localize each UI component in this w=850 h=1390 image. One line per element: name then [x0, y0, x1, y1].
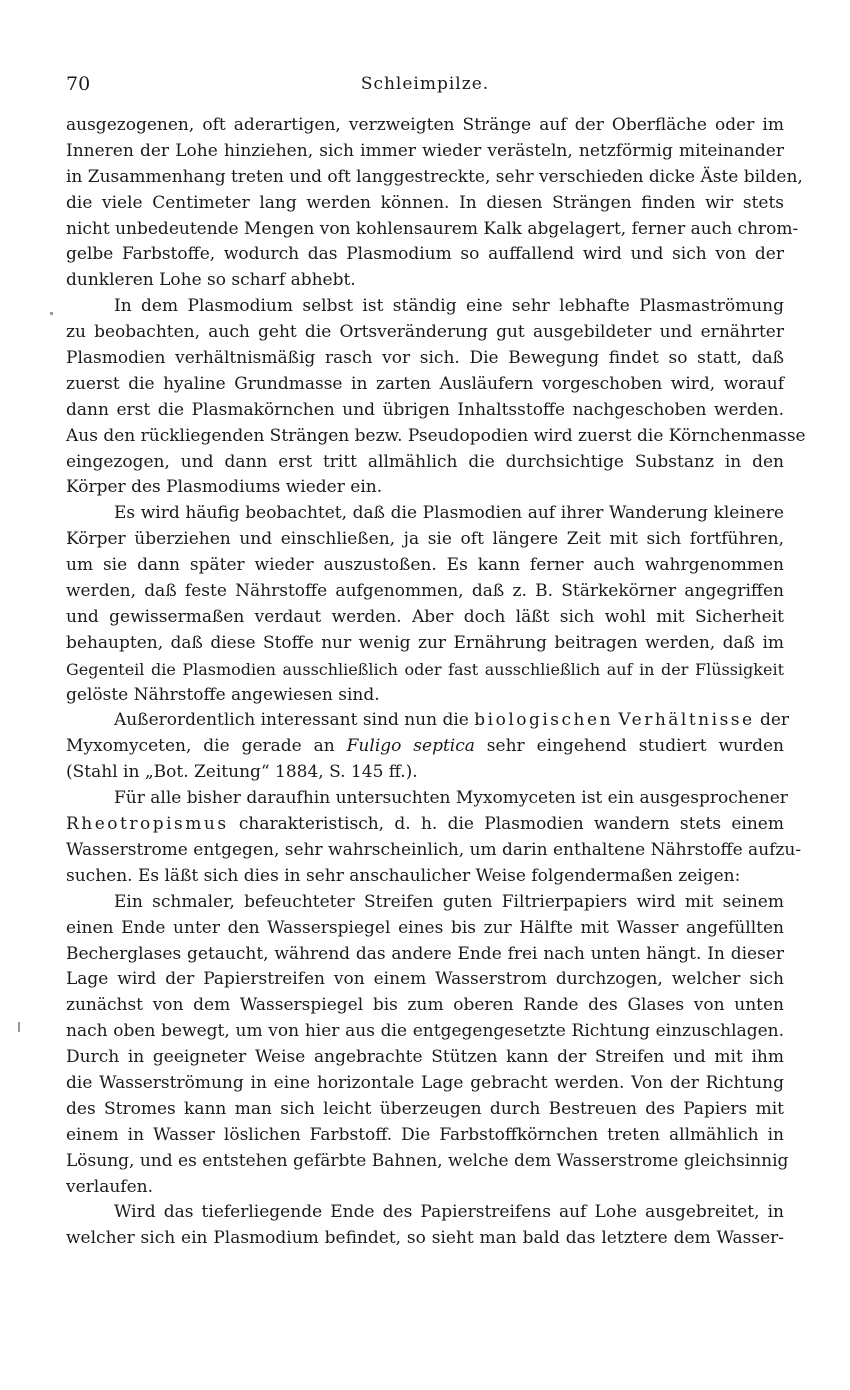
- text-line: dann erst die Plasmakörnchen und übrigen Inhaltsstoffe nachgeschoben werden.: [66, 399, 784, 420]
- paragraph: [66, 501, 784, 708]
- paragraph: [66, 786, 802, 890]
- text-line: Es wird häufig beobachtet, daß die Plasmodien auf ihrer Wanderung kleinere: [114, 503, 784, 524]
- spaced-emphasis: Rheotropismus: [66, 814, 229, 835]
- text-line: Körper überziehen und einschließen, ja sie oft längere Zeit mit sich fortführen,: [66, 529, 784, 550]
- text-line: Außerordentlich interessant sind nun die biologischen Verhältnisse der: [114, 710, 790, 731]
- paragraph: [66, 890, 789, 1201]
- text-line: des Stromes kann man sich leicht überzeugen durch Bestreuen des Papiers mit: [66, 1098, 784, 1119]
- paragraph: [66, 294, 806, 501]
- text-line: ausgezogenen, oft aderartigen, verzweigten Stränge auf der Oberfläche oder im: [66, 115, 784, 135]
- text-line: zunächst von dem Wasserspiegel bis zum oberen Rande des Glases von unten: [66, 995, 784, 1016]
- paragraph: [66, 708, 790, 786]
- text-line: Ein schmaler, befeuchteter Streifen guten Filtrierpapiers wird mit seinem: [114, 891, 784, 912]
- species-name: Fuligo septica: [346, 736, 475, 757]
- text-line: Lage wird der Papierstreifen von einem Wasserstrom durchzogen, welcher sich: [66, 969, 784, 990]
- text-line: gelbe Farbstoffe, wodurch das Plasmodium so auffallend wird und sich von der: [66, 244, 784, 265]
- text-line: (Stahl in „Bot. Zeitung“ 1884, S. 145 ff.).: [66, 762, 418, 783]
- text-line: In dem Plasmodium selbst ist ständig eine sehr lebhafte Plasmaströmung: [114, 296, 784, 317]
- text-line: einem in Wasser löslichen Farbstoff. Die Farbstoffkörnchen treten allmählich in: [66, 1124, 784, 1145]
- text-line: Körper des Plasmodiums wieder ein.: [66, 477, 383, 498]
- text-line: Plasmodien verhältnismäßig rasch vor sich. Die Bewegung findet so statt, daß: [66, 348, 784, 369]
- body-text: [66, 113, 806, 1252]
- page-number: 70: [66, 73, 91, 95]
- paragraph: [66, 113, 803, 294]
- text-line: verlaufen.: [66, 1176, 154, 1197]
- paragraph: [66, 1200, 784, 1252]
- margin-mark: [50, 312, 53, 315]
- text-line: werden, daß feste Nährstoffe aufgenommen, daß z. B. Stärkekörner angegriffen: [66, 581, 784, 602]
- text-line: um sie dann später wieder auszustoßen. Es kann ferner auch wahrgenommen: [66, 555, 784, 576]
- text-line: Für alle bisher daraufhin untersuchten Myxomyceten ist ein ausgesprochener: [114, 788, 788, 809]
- text-line: behaupten, daß diese Stoffe nur wenig zur Ernährung beitragen werden, daß im: [66, 632, 784, 653]
- text-line: Aus den rückliegenden Strängen bezw. Pseudopodien wird zuerst die Körnchenmasse: [66, 425, 806, 446]
- text-line: Becherglases getaucht, während das andere Ende frei nach unten hängt. In dieser: [66, 943, 784, 964]
- text-line: suchen. Es läßt sich dies in sehr anschaulicher Weise folgendermaßen zeigen:: [66, 865, 741, 886]
- text-line: nicht unbedeutende Mengen von kohlensaurem Kalk abgelagert, ferner auch chrom-: [66, 218, 799, 239]
- text-line: Gegenteil die Plasmodien ausschließlich oder fast ausschließlich auf in der Flüssigkeit: [66, 659, 784, 679]
- text-line: Inneren der Lohe hinziehen, sich immer wieder verästeln, netzförmig miteinander: [66, 140, 784, 161]
- text-line: einen Ende unter den Wasserspiegel eines bis zur Hälfte mit Wasser angefüllten: [66, 917, 784, 938]
- text-line: welcher sich ein Plasmodium befindet, so sieht man bald das letztere dem Wasser-: [66, 1228, 784, 1249]
- text-line: nach oben bewegt, um von hier aus die entgegengesetzte Richtung einzuschlagen.: [66, 1021, 784, 1042]
- text-line: gelöste Nährstoffe angewiesen sind.: [66, 684, 380, 705]
- text-line: Wasserstrome entgegen, sehr wahrscheinlich, um darin enthaltene Nährstoffe aufzu-: [66, 839, 802, 860]
- text-line: zuerst die hyaline Grundmasse in zarten Ausläufern vorgeschoben wird, worauf: [66, 373, 784, 394]
- running-head: Schleimpilze.: [360, 74, 490, 94]
- page-header: [66, 70, 784, 98]
- spaced-emphasis: biologischen: [474, 710, 614, 731]
- margin-mark: [18, 1022, 20, 1032]
- text-line: dunkleren Lohe so scharf abhebt.: [66, 270, 356, 291]
- text-line: die Wasserströmung in eine horizontale Lage gebracht werden. Von der Richtung: [66, 1072, 784, 1093]
- text-line: Wird das tieferliegende Ende des Papierstreifens auf Lohe ausgebreitet, in: [114, 1202, 784, 1223]
- spaced-emphasis: Verhältnisse: [618, 710, 755, 731]
- text-line: die viele Centimeter lang werden können. In diesen Strängen finden wir stets: [66, 192, 784, 213]
- text-line: eingezogen, und dann erst tritt allmählich die durchsichtige Substanz in den: [66, 451, 784, 472]
- text-line: Myxomyceten, die gerade an Fuligo septica sehr eingehend studiert wurden: [66, 736, 784, 757]
- text-line: in Zusammenhang treten und oft langgestreckte, sehr verschieden dicke Äste bilden,: [66, 166, 803, 187]
- text-line: zu beobachten, auch geht die Ortsveränderung gut ausgebildeter und ernährter: [66, 322, 784, 343]
- text-line: Durch in geeigneter Weise angebrachte Stützen kann der Streifen und mit ihm: [66, 1047, 784, 1068]
- text-line: Lösung, und es entstehen gefärbte Bahnen, welche dem Wasserstrome gleichsinnig: [66, 1150, 789, 1171]
- text-line: Rheotropismus charakteristisch, d. h. die Plasmodien wandern stets einem: [66, 814, 784, 835]
- text-line: und gewissermaßen verdaut werden. Aber doch läßt sich wohl mit Sicherheit: [66, 606, 784, 627]
